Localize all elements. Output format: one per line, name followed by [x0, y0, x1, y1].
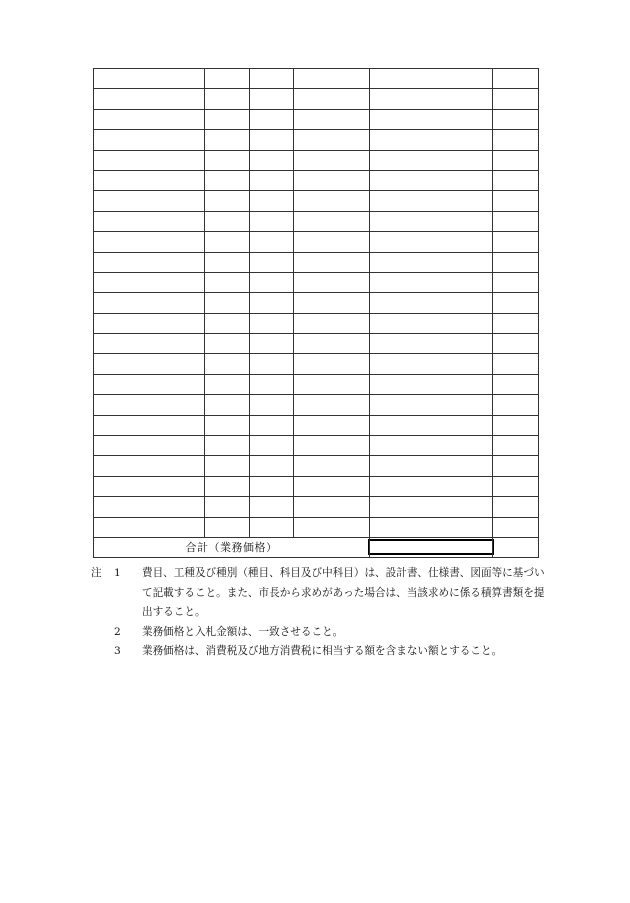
table-cell: [294, 191, 370, 211]
total-label: 合計（業務価格）: [94, 537, 370, 557]
table-row: [94, 456, 539, 476]
table-cell: [250, 354, 294, 374]
table-row: [94, 293, 539, 313]
table-cell: [493, 313, 539, 333]
table-cell: [250, 211, 294, 231]
table-cell: [250, 517, 294, 537]
total-amount-box: [368, 539, 494, 555]
table-cell: [250, 191, 294, 211]
table-row: [94, 191, 539, 211]
table-row: [94, 272, 539, 292]
table-cell: [294, 313, 370, 333]
table-cell: [205, 374, 250, 394]
table-cell: [94, 191, 205, 211]
table-cell: [205, 293, 250, 313]
table-cell: [370, 436, 493, 456]
table-cell: [205, 232, 250, 252]
note-item-1: [91, 564, 551, 623]
table-cell: [370, 272, 493, 292]
table-cell: [205, 89, 250, 109]
table-cell: [370, 334, 493, 354]
table-cell: [250, 476, 294, 496]
table-cell: [370, 130, 493, 150]
note-item-3: [91, 642, 551, 662]
table-cell: [205, 130, 250, 150]
table-cell: [294, 415, 370, 435]
table-cell: [493, 150, 539, 170]
table-cell: [493, 69, 539, 89]
table-cell: [370, 456, 493, 476]
table-cell: [493, 374, 539, 394]
total-amount-cell: [370, 537, 493, 557]
table-cell: [493, 497, 539, 517]
cost-breakdown-table: [93, 68, 539, 558]
notes-head: 注: [91, 567, 102, 579]
table-row: [94, 415, 539, 435]
note-number: 2: [114, 625, 121, 638]
note-number: 3: [114, 645, 121, 657]
table-cell: [250, 272, 294, 292]
table-cell: [294, 89, 370, 109]
table-cell: [493, 170, 539, 190]
table-cell: [370, 476, 493, 496]
table-cell: [294, 272, 370, 292]
table-cell: [370, 354, 493, 374]
table-cell: [370, 150, 493, 170]
table-cell: [94, 476, 205, 496]
table-cell: [250, 150, 294, 170]
table-cell: [205, 150, 250, 170]
table-cell: [294, 456, 370, 476]
table-cell: [205, 211, 250, 231]
table-cell: [370, 497, 493, 517]
table-cell: [493, 130, 539, 150]
table-row: [94, 130, 539, 150]
table-cell: [370, 191, 493, 211]
table-row: [94, 354, 539, 374]
table-row: [94, 313, 539, 333]
total-row: [94, 537, 539, 557]
table-cell: [250, 334, 294, 354]
table-cell: [493, 191, 539, 211]
table-cell: [205, 170, 250, 190]
table-cell: [493, 89, 539, 109]
table-cell: [493, 517, 539, 537]
note-text: 業務価格は、消費税及び地方消費税に相当する額を含まない額とすること。: [142, 645, 503, 657]
table-cell: [294, 374, 370, 394]
table-cell: [493, 232, 539, 252]
table-row: [94, 374, 539, 394]
table-cell: [294, 170, 370, 190]
table-cell: [294, 150, 370, 170]
table-cell: [250, 109, 294, 129]
table-cell: [250, 395, 294, 415]
table-cell: [94, 456, 205, 476]
table-row: [94, 150, 539, 170]
table-cell: [370, 374, 493, 394]
table-cell: [94, 252, 205, 272]
table-cell: [294, 232, 370, 252]
table-cell: [250, 415, 294, 435]
note-number: 1: [114, 567, 121, 579]
table-cell: [250, 313, 294, 333]
table-row: [94, 232, 539, 252]
table-row: [94, 89, 539, 109]
note-item-2: [91, 623, 551, 643]
table-cell: [370, 395, 493, 415]
table-cell: [205, 517, 250, 537]
table-cell: [370, 517, 493, 537]
total-extra-cell: [493, 537, 539, 557]
table-cell: [294, 517, 370, 537]
table-cell: [94, 170, 205, 190]
table-row: [94, 170, 539, 190]
table-cell: [94, 436, 205, 456]
table-cell: [493, 415, 539, 435]
table-cell: [205, 109, 250, 129]
table-cell: [294, 497, 370, 517]
table-cell: [250, 497, 294, 517]
table-cell: [94, 69, 205, 89]
table-cell: [205, 354, 250, 374]
table-cell: [250, 252, 294, 272]
table-cell: [370, 415, 493, 435]
table-cell: [493, 354, 539, 374]
table-cell: [370, 252, 493, 272]
table-cell: [205, 415, 250, 435]
table-cell: [205, 395, 250, 415]
table-cell: [493, 456, 539, 476]
table-cell: [250, 232, 294, 252]
table-cell: [250, 170, 294, 190]
table-row: [94, 252, 539, 272]
table-cell: [94, 130, 205, 150]
table-row: [94, 334, 539, 354]
table-cell: [205, 497, 250, 517]
table-cell: [370, 232, 493, 252]
note-text: 費目、工種及び種別（種目、科目及び中科目）は、設計書、仕様書、図面等に基づいて記載すること。また、市長から求めがあった場合は、当該求めに係る積算書類を提出すること。: [142, 567, 545, 618]
table-row: [94, 476, 539, 496]
table-cell: [94, 109, 205, 129]
table-cell: [493, 272, 539, 292]
table-cell: [370, 211, 493, 231]
table-cell: [250, 436, 294, 456]
table-cell: [493, 211, 539, 231]
table-cell: [94, 150, 205, 170]
table-cell: [94, 497, 205, 517]
table-cell: [370, 109, 493, 129]
table-cell: [493, 436, 539, 456]
table-cell: [493, 252, 539, 272]
table-cell: [205, 436, 250, 456]
table-cell: [94, 89, 205, 109]
table-cell: [94, 374, 205, 394]
table-cell: [294, 334, 370, 354]
table-cell: [493, 109, 539, 129]
table-cell: [94, 517, 205, 537]
table-cell: [205, 69, 250, 89]
table-cell: [493, 395, 539, 415]
table-cell: [94, 415, 205, 435]
table-cell: [94, 272, 205, 292]
table-row: [94, 497, 539, 517]
table-cell: [294, 252, 370, 272]
table-cell: [294, 436, 370, 456]
table-cell: [205, 476, 250, 496]
table-cell: [250, 456, 294, 476]
table-body: [94, 69, 539, 558]
table-cell: [205, 313, 250, 333]
note-text: 業務価格と入札金額は、一致させること。: [142, 625, 344, 638]
table-cell: [94, 334, 205, 354]
table-cell: [294, 476, 370, 496]
table-row: [94, 395, 539, 415]
table-cell: [370, 313, 493, 333]
table-cell: [294, 109, 370, 129]
table-cell: [294, 130, 370, 150]
table-cell: [205, 334, 250, 354]
table-row: [94, 436, 539, 456]
table-cell: [205, 272, 250, 292]
table-cell: [370, 69, 493, 89]
table-cell: [294, 354, 370, 374]
table-cell: [94, 293, 205, 313]
table-cell: [294, 69, 370, 89]
table-cell: [250, 293, 294, 313]
table-cell: [250, 374, 294, 394]
table-cell: [94, 232, 205, 252]
table-row: [94, 69, 539, 89]
table-cell: [493, 334, 539, 354]
table-cell: [370, 170, 493, 190]
table-cell: [370, 293, 493, 313]
table-row: [94, 517, 539, 537]
table-cell: [250, 130, 294, 150]
table-cell: [94, 395, 205, 415]
table-row: [94, 211, 539, 231]
table-cell: [294, 211, 370, 231]
table-cell: [250, 69, 294, 89]
notes-section: [91, 564, 551, 662]
table-cell: [294, 293, 370, 313]
table-cell: [94, 313, 205, 333]
table-cell: [94, 211, 205, 231]
table-cell: [205, 252, 250, 272]
table-cell: [370, 89, 493, 109]
table-row: [94, 109, 539, 129]
table-cell: [250, 89, 294, 109]
table-cell: [205, 191, 250, 211]
table-cell: [205, 456, 250, 476]
table-cell: [294, 395, 370, 415]
table-cell: [493, 476, 539, 496]
table-cell: [94, 354, 205, 374]
table-cell: [493, 293, 539, 313]
